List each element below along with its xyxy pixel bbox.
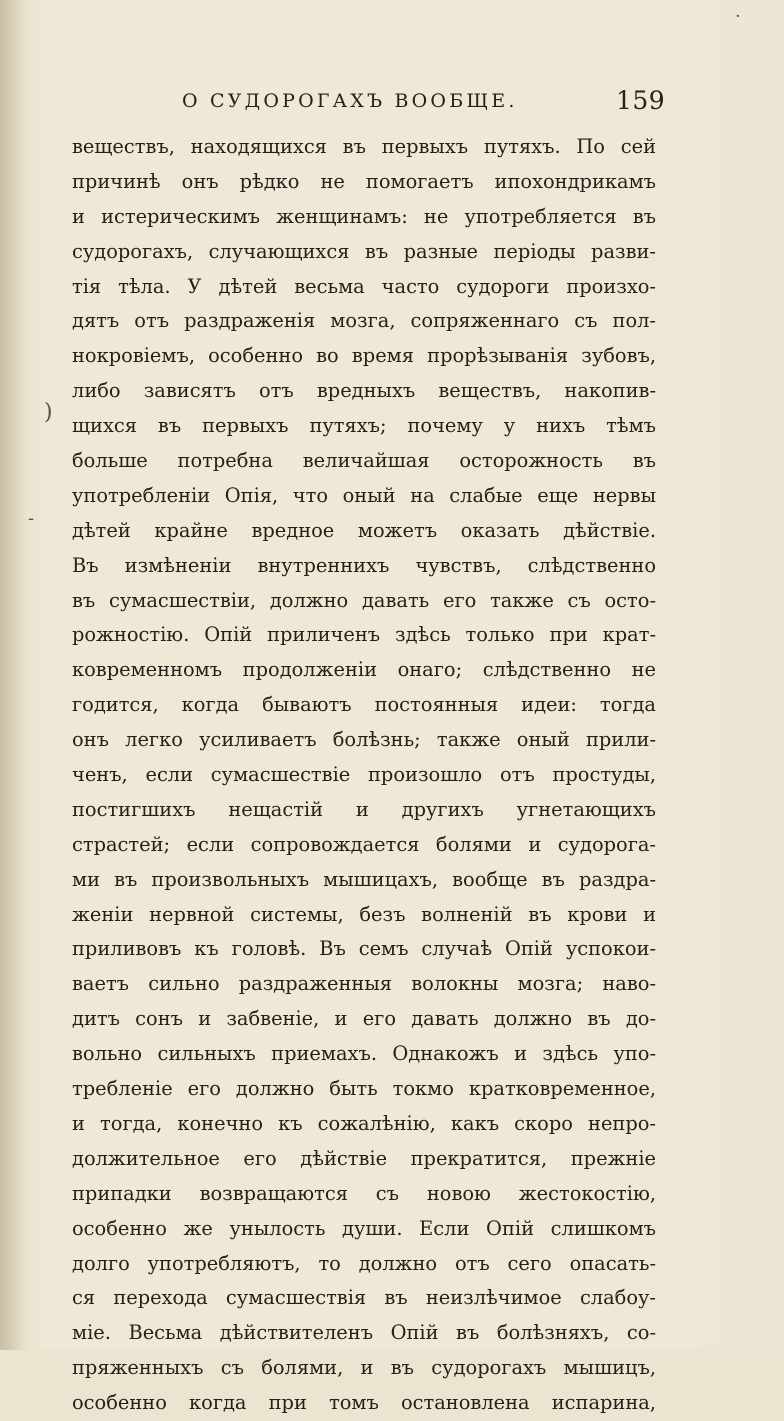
text-line: и тогда, конечно къ сожалѣнію, какъ скоро непро- [72, 1111, 656, 1135]
text-line: годится, когда бываютъ постоянныя идеи: тогда [72, 693, 656, 717]
gutter-shadow [0, 0, 26, 1350]
text-line: и истерическимъ женщинамъ: не употребляется въ [72, 204, 656, 228]
text-line: ся перехода сумасшествія въ неизлѣчимое слабоу- [72, 1286, 656, 1310]
text-line: должительное его дѣйствіе прекратится, прежніе [72, 1146, 656, 1170]
text-line: нокровіемъ, особенно во время прорѣзыванія зубовъ, [72, 344, 656, 368]
text-line: дѣтей крайне вредное можетъ оказать дѣйствіе. [72, 518, 656, 542]
text-line: причинѣ онъ рѣдко не помогаетъ ипохондрикамъ [72, 169, 656, 193]
text-line: пряженныхъ съ болями, и въ судорогахъ мышицъ, [72, 1356, 656, 1380]
margin-speck: - [28, 508, 35, 529]
text-line: міе. Весьма дѣйствителенъ Опій въ болѣзняхъ, со- [72, 1321, 656, 1345]
margin-stroke: ) [44, 400, 53, 425]
running-title: О СУДОРОГАХЪ ВООБЩЕ. [182, 90, 518, 112]
text-line: вольно сильныхъ приемахъ. Однакожъ и здѣсь упо- [72, 1042, 656, 1066]
text-line: ченъ, если сумасшествіе произошло отъ простуды, [72, 763, 656, 787]
text-line: ваетъ сильно раздраженныя волокны мозга; наво- [72, 972, 656, 996]
text-line: ковременномъ продолженіи онаго; слѣдственно не [72, 658, 656, 682]
text-line: требленіе его должно быть токмо кратковременное, [72, 1077, 656, 1101]
text-line: веществъ, находящихся въ первыхъ путяхъ. По сей [72, 135, 656, 158]
text-line: Въ измѣненіи внутреннихъ чувствъ, слѣдственно [72, 553, 656, 577]
text-line: ми въ произвольныхъ мышицахъ, вообще въ раздра- [72, 867, 656, 891]
page-number: 159 [616, 86, 666, 115]
text-line: приливовъ къ головѣ. Въ семъ случаѣ Опій успокои- [72, 937, 656, 961]
text-line: онъ легко усиливаетъ болѣзнь; также оный прили- [72, 728, 656, 752]
text-line: щихся въ первыхъ путяхъ; почему у нихъ тѣмъ [72, 414, 656, 438]
text-line: особенно же унылость души. Если Опій слишкомъ [72, 1216, 656, 1240]
page-header [0, 86, 784, 116]
text-line: женіи нервной системы, безъ волненій въ крови и [72, 902, 656, 926]
text-line: дитъ сонъ и забвеніе, и его давать должно въ до- [72, 1007, 656, 1031]
text-line: рожностію. Опій приличенъ здѣсь только при крат- [72, 623, 656, 647]
text-line: постигшихъ нещастій и другихъ угнетающихъ [72, 797, 656, 821]
text-line: страстей; если сопровождается болями и судорога- [72, 832, 656, 856]
text-line: въ сумасшествіи, должно давать его также съ осто- [72, 588, 656, 612]
paper-speck: · [735, 6, 741, 27]
text-line: особенно когда при томъ остановлена испарина, [72, 1391, 656, 1415]
text-line: либо зависятъ отъ вредныхъ веществъ, накопив- [72, 379, 656, 403]
text-line: употребленіи Опія, что оный на слабые еще нервы [72, 483, 656, 507]
text-line: судорогахъ, случающихся въ разные періоды разви- [72, 239, 656, 263]
text-line: долго употребляютъ, то должно отъ сего опасать- [72, 1251, 656, 1275]
body-text [72, 130, 656, 1421]
text-line: тія тѣла. У дѣтей весьма часто судороги произхо- [72, 274, 656, 298]
text-line: припадки возвращаются съ новою жестокостію, [72, 1181, 656, 1205]
text-line: дятъ отъ раздраженія мозга, сопряженнаго съ пол- [72, 309, 656, 333]
text-line: больше потребна величайшая осторожность въ [72, 449, 656, 473]
